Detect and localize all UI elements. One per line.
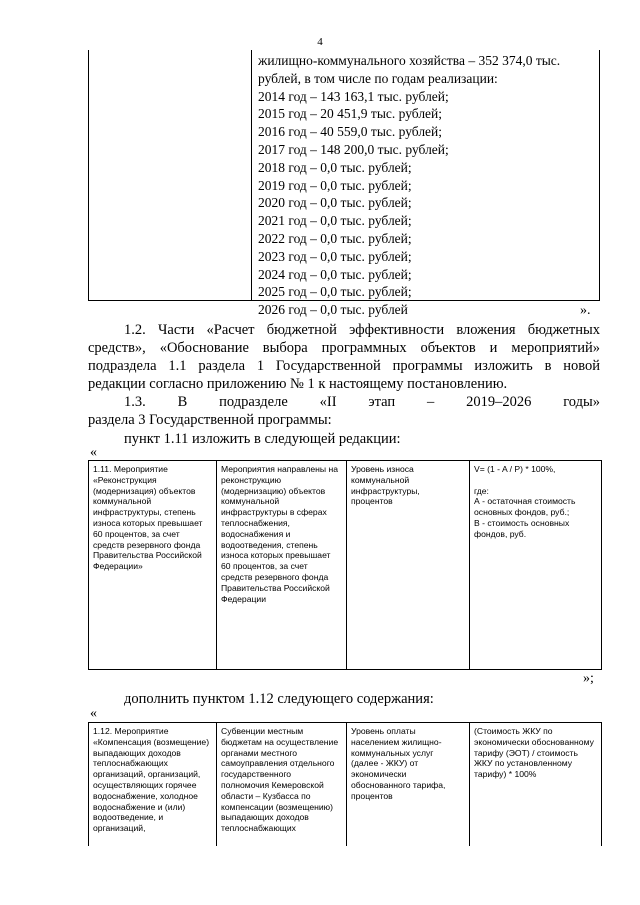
cell-line: А - остаточная стоимость bbox=[474, 496, 576, 507]
cell-line: Уровень оплаты bbox=[351, 726, 416, 736]
cell-line: основных фондов, руб.; bbox=[474, 507, 570, 518]
cell-line: «Реконструкция bbox=[93, 474, 157, 485]
funding-cell bbox=[258, 52, 596, 319]
page-number: 4 bbox=[317, 36, 323, 48]
cell-line: Правительства Российской bbox=[93, 550, 202, 561]
cell-line: (модернизацию) объектов bbox=[221, 485, 326, 496]
funding-line: 2023 год – 0,0 тыс. рублей; bbox=[258, 248, 412, 264]
cell-line: тарифу (ЭОТ) / стоимость bbox=[474, 747, 578, 758]
funding-line: 2017 год – 148 200,0 тыс. рублей; bbox=[258, 141, 449, 157]
cell-line: 60 процентов, за счет bbox=[221, 561, 308, 572]
cell-line: органами местного bbox=[221, 747, 298, 758]
cell-line: государственного bbox=[221, 769, 292, 780]
funding-line: 2024 год – 0,0 тыс. рублей; bbox=[258, 266, 412, 282]
cell-line: инфраструктуры, bbox=[351, 485, 420, 496]
funding-line: рублей, в том числе по годам реализации: bbox=[258, 70, 498, 86]
cell-line: компенсации (возмещению) bbox=[221, 801, 333, 812]
cell-line: выпадающих доходов bbox=[221, 812, 309, 823]
table-cell bbox=[470, 461, 602, 670]
funding-line: 2015 год – 20 451,9 тыс. рублей; bbox=[258, 106, 443, 122]
table-column-divider bbox=[251, 50, 252, 301]
cell-line: ЖКУ по установленному bbox=[474, 758, 573, 769]
cell-line: (Стоимость ЖКУ по bbox=[474, 726, 553, 736]
cell-line: водоотведения, степень bbox=[221, 539, 318, 550]
cell-line: инфраструктуры в сферах bbox=[221, 507, 327, 518]
table-border-left bbox=[88, 50, 89, 301]
cell-line: коммунальных услуг bbox=[351, 747, 434, 758]
closing-quote: ». bbox=[580, 303, 591, 318]
opening-quote: « bbox=[90, 445, 97, 460]
cell-line: «Компенсация (возмещение) bbox=[93, 736, 210, 747]
funding-line: 2025 год – 0,0 тыс. рублей; bbox=[258, 284, 412, 300]
funding-line: 2022 год – 0,0 тыс. рублей; bbox=[258, 230, 412, 246]
paragraph-1-3-line: раздела 3 Государственной программы: bbox=[88, 412, 332, 428]
cell-line: износа которых превышает bbox=[221, 550, 331, 561]
paragraph-1-2-line: средств», «Обоснование выбора программных объектов и мероприятий» bbox=[88, 340, 600, 356]
cell-line: 60 процентов, за счет bbox=[93, 528, 180, 539]
cell-line: выпадающих доходов bbox=[93, 747, 181, 758]
cell-line: коммунальной bbox=[93, 496, 152, 507]
cell-line: водоснабжения и bbox=[221, 528, 291, 539]
cell-line bbox=[474, 475, 598, 486]
cell-line: теплоснабжающих bbox=[221, 823, 296, 834]
funding-line: 2019 год – 0,0 тыс. рублей; bbox=[258, 177, 412, 193]
cell-line: средств резервного фонда bbox=[221, 571, 329, 582]
cell-line: Субвенции местным bbox=[221, 726, 304, 736]
cell-line: водоснабжение и (или) bbox=[93, 801, 186, 812]
cell-line: Федерации» bbox=[93, 561, 143, 572]
funding-line: жилищно-коммунального хозяйства – 352 374,0 тыс. bbox=[258, 53, 561, 68]
cell-line: коммунальной bbox=[351, 474, 410, 485]
paragraph-1-12: дополнить пунктом 1.12 следующего содержания: bbox=[124, 691, 434, 707]
cell-line: бюджетам на осуществление bbox=[221, 736, 339, 747]
paragraph-1-3-line: 1.3. В подразделе «II этап – 2019–2026 годы» bbox=[124, 394, 600, 410]
cell-line: водоотведение, и bbox=[93, 812, 164, 823]
table-cell bbox=[217, 461, 347, 670]
funding-line: 2020 год – 0,0 тыс. рублей; bbox=[258, 195, 412, 211]
table-cell bbox=[89, 461, 217, 670]
cell-line: (далее - ЖКУ) от bbox=[351, 758, 419, 769]
funding-line: 2016 год – 40 559,0 тыс. рублей; bbox=[258, 124, 443, 140]
cell-line: Мероприятия направлены на bbox=[221, 464, 338, 474]
cell-line: организаций, bbox=[93, 823, 146, 834]
table-item-1-11 bbox=[88, 460, 602, 670]
table-cell bbox=[347, 461, 470, 670]
table-item-1-12 bbox=[88, 722, 602, 846]
cell-line: экономически обоснованному bbox=[474, 736, 594, 747]
funding-line: 2018 год – 0,0 тыс. рублей; bbox=[258, 159, 412, 175]
cell-line: экономически bbox=[351, 769, 407, 780]
paragraph-1-2-line: 1.2. Части «Расчет бюджетной эффективности вложения бюджетных bbox=[124, 322, 600, 338]
cell-line: теплоснабжения, bbox=[221, 517, 290, 528]
cell-line: полномочия Кемеровской bbox=[221, 779, 324, 790]
paragraph-1-2-line: редакции согласно приложению № 1 к настоящему постановлению. bbox=[88, 376, 508, 392]
table-cell bbox=[347, 723, 470, 846]
cell-line: Уровень износа bbox=[351, 464, 414, 474]
table-cell bbox=[89, 723, 217, 846]
opening-quote-2: « bbox=[90, 706, 97, 721]
funding-line: 2021 год – 0,0 тыс. рублей; bbox=[258, 213, 412, 229]
cell-line: В - стоимость основных bbox=[474, 517, 570, 528]
cell-line: населением жилищно- bbox=[351, 736, 442, 747]
cell-line: реконструкцию bbox=[221, 474, 282, 485]
cell-line: области – Кузбасса по bbox=[221, 790, 311, 801]
cell-line: V= (1 - A / P) * 100%, bbox=[474, 464, 556, 474]
funding-line: 2014 год – 143 163,1 тыс. рублей; bbox=[258, 88, 449, 104]
cell-line: теплоснабжающих bbox=[93, 758, 168, 769]
cell-line: самоуправления отдельного bbox=[221, 758, 335, 769]
cell-line: Федерации bbox=[221, 593, 266, 604]
cell-line: фондов, руб. bbox=[474, 528, 527, 539]
cell-line: процентов bbox=[351, 790, 393, 801]
cell-line: инфраструктуры, степень bbox=[93, 507, 196, 518]
cell-line: средств резервного фонда bbox=[93, 539, 201, 550]
cell-line: (модернизация) объектов bbox=[93, 485, 196, 496]
cell-line: 1.12. Мероприятие bbox=[93, 726, 169, 736]
table-cell bbox=[217, 723, 347, 846]
cell-line: коммунальной bbox=[221, 496, 280, 507]
cell-line: обоснованного тарифа, bbox=[351, 779, 446, 790]
cell-line: износа которых превышает bbox=[93, 517, 203, 528]
table-border-right bbox=[599, 50, 600, 301]
cell-line: тарифу) * 100% bbox=[474, 769, 537, 780]
cell-line: процентов bbox=[351, 496, 393, 507]
table-cell bbox=[470, 723, 602, 846]
closing-quote-2: »; bbox=[583, 671, 594, 686]
cell-line: Правительства Российской bbox=[221, 582, 330, 593]
paragraph-1-11: пункт 1.11 изложить в следующей редакции: bbox=[124, 431, 401, 447]
funding-table bbox=[88, 50, 600, 318]
cell-line: организаций, организаций, bbox=[93, 769, 201, 780]
cell-line: водоснабжение, холодное bbox=[93, 790, 198, 801]
cell-line: где: bbox=[474, 485, 489, 496]
paragraph-1-2-line: подраздела 1.1 раздела 1 Государственной программы изложить в новой bbox=[88, 358, 600, 374]
cell-line: осуществляющих горячее bbox=[93, 779, 197, 790]
cell-line: 1.11. Мероприятие bbox=[93, 464, 168, 474]
funding-line: 2026 год – 0,0 тыс. рублей bbox=[258, 302, 408, 318]
